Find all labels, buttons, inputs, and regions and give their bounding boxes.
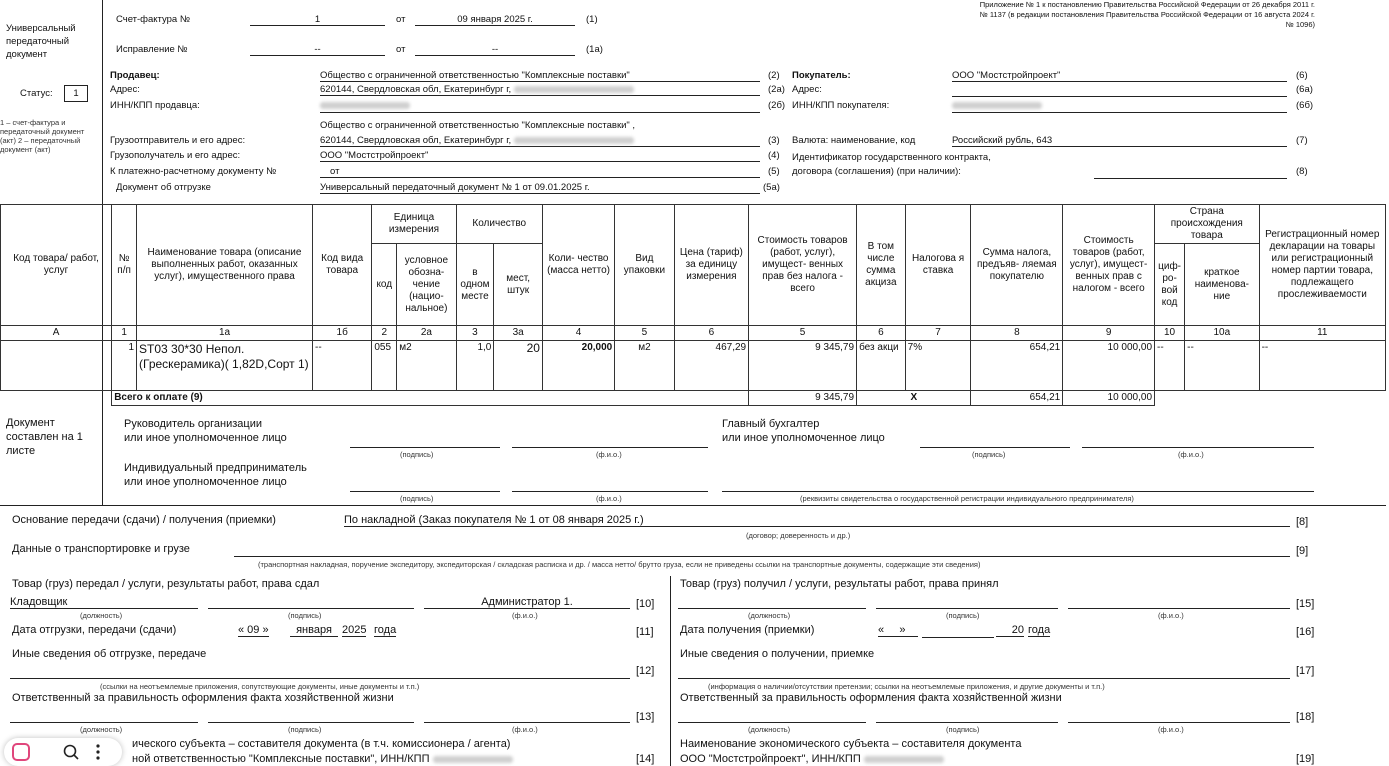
th-price: Цена (тариф) за единицу измерения	[674, 205, 748, 326]
line-b18: [18]	[1296, 711, 1315, 723]
gave-position: Кладовщик	[10, 596, 198, 609]
th-unit-name: условное обозна- чение (нацио- нальное)	[397, 244, 456, 326]
econ-left: ического субъекта – составителя документа (в т.ч. комиссионера / агента)	[132, 738, 511, 750]
invoice-date: 09 января 2025 г.	[415, 14, 575, 26]
fio-3: (ф.и.о.)	[1178, 450, 1204, 459]
doc-type: Универсальный передаточный документ	[6, 23, 76, 60]
th-country-short: краткое наименова- ние	[1185, 244, 1259, 326]
table-row: 1 ST03 30*30 Непол.(Грескерамика)( 1,82D,Сорт 1) -- 055 м2 1,0 20 20,000 м2 467,29 9 345,79 без акци 7% 654,21 10 000,00 -- -- --	[1, 341, 1386, 391]
column-number: 3	[456, 326, 494, 341]
app-icon[interactable]	[12, 743, 30, 761]
th-qty-places: мест, штук	[494, 244, 543, 326]
dolzh-3: (должность)	[748, 611, 791, 620]
buyer-name: ООО "Мостстройпроект"	[952, 70, 1287, 82]
status-note: 1 – счет-фактура и передаточный документ (акт) 2 – передаточный документ (акт)	[0, 118, 85, 154]
other-ship-label: Иные сведения об отгрузке, передаче	[12, 648, 207, 660]
th-country: Страна происхождения товара	[1155, 205, 1260, 244]
th-kind: Код вида товара	[312, 205, 371, 326]
recv-date-label: Дата получения (приемки)	[680, 624, 815, 636]
column-number: 10	[1155, 326, 1185, 341]
podpis-2: (подпись)	[400, 494, 434, 503]
correction-number: --	[250, 44, 385, 56]
doc-sheets: Документ составлен на 1 листе	[6, 417, 83, 457]
ship-doc: Универсальный передаточный документ № 1 от 09.01.2025 г.	[320, 182, 760, 194]
seller-address: 620144, Свердловская обл, Екатеринбург г,	[320, 84, 760, 96]
seller-inn-label: ИНН/КПП продавца:	[110, 100, 200, 111]
from-label-2: от	[396, 44, 406, 55]
th-total: Стоимость товаров (работ, услуг), имущест- венных прав с налогом - всего	[1063, 205, 1155, 326]
ship-goda: года	[374, 624, 397, 636]
column-numbers-row	[1, 326, 1386, 341]
column-number: 9	[1063, 326, 1155, 341]
line-b17: [17]	[1296, 665, 1315, 677]
column-number: 7	[905, 326, 971, 341]
line-8: (8)	[1296, 166, 1308, 177]
more-icon[interactable]	[94, 743, 102, 761]
line-b13: [13]	[636, 711, 655, 723]
seller-address-label: Адрес:	[110, 84, 140, 95]
line-6a: (6а)	[1296, 84, 1313, 95]
podpis-1: (подпись)	[400, 450, 434, 459]
th-qty: Количество	[456, 205, 542, 244]
buyer-label: Покупатель:	[792, 70, 851, 81]
invoice-number: 1	[250, 14, 385, 26]
line-b9: [9]	[1296, 545, 1309, 557]
gave-name: Администратор 1.	[424, 596, 630, 609]
line-4: (4)	[768, 150, 780, 161]
floating-toolbar[interactable]	[4, 738, 122, 766]
head-label-1: Руководитель организации	[124, 418, 263, 430]
th-unit: Единица измерения	[372, 205, 456, 244]
podpis-b4: (подпись)	[946, 725, 980, 734]
fio-2: (ф.и.о.)	[596, 494, 622, 503]
line-5: (5)	[768, 166, 780, 177]
total-row: Всего к оплате (9) 9 345,79 X 654,21 10 000,00	[1, 391, 1386, 406]
podpis-3: (подпись)	[972, 450, 1006, 459]
info-note: (информация о наличии/отсутствии претензии; ссылки на неотъемлемые приложения, и другие документы и т.п.)	[708, 682, 1105, 691]
currency: Российский рубль, 643	[952, 135, 1287, 147]
accountant-label-1: Главный бухгалтер	[722, 418, 820, 430]
correction-date: --	[415, 44, 575, 56]
dolzh-2: (должность)	[80, 725, 123, 734]
column-number: 2	[372, 326, 397, 341]
links-note: (ссылки на неотъемлемые приложения, сопутствующие документы, иные документы и т.п.)	[100, 682, 420, 691]
correction-label: Исправление №	[116, 44, 188, 55]
column-number: 1а	[137, 326, 313, 341]
status-label: Статус:	[20, 88, 53, 99]
ship-year: 2025	[342, 624, 367, 636]
line-b8: [8]	[1296, 516, 1309, 528]
line-b15: [15]	[1296, 598, 1315, 610]
recv-goda: года	[1028, 624, 1051, 636]
status-value: 1	[64, 85, 88, 102]
podpis-b2: (подпись)	[288, 725, 322, 734]
column-number: 3а	[494, 326, 543, 341]
th-code: Код товара/ работ, услуг	[1, 205, 112, 326]
ship-doc-label: Документ об отгрузке	[116, 182, 211, 193]
fio-b4: (ф.и.о.)	[1158, 725, 1184, 734]
column-number: 1б	[312, 326, 371, 341]
th-count: Коли- чество (масса нетто)	[542, 205, 614, 326]
line-1a: (1а)	[586, 44, 603, 55]
resp-label-left: Ответственный за правильность оформления факта хозяйственной жизни	[12, 692, 394, 704]
shipper-label: Грузоотправитель и его адрес:	[110, 135, 246, 146]
line-1: (1)	[586, 14, 598, 25]
dolzh-1: (должность)	[80, 611, 123, 620]
seller-name: Общество с ограниченной ответственностью "Комплексные поставки"	[320, 70, 760, 82]
payment-label: К платежно-расчетному документу №	[110, 166, 277, 177]
column-number: 8	[971, 326, 1063, 341]
buyer-inn	[952, 100, 1287, 113]
rekv-note: (реквизиты свидетельства о государственной регистрации индивидуального предпринимателя)	[800, 494, 1134, 503]
econ-left-2: ной ответственностью "Комплексные поставки", ИНН/КПП	[132, 753, 513, 765]
dolzh-4: (должность)	[748, 725, 791, 734]
th-name: Наименование товара (описание выполненных работ, оказанных услуг), имущественного права	[137, 205, 313, 326]
gov-label-1: Идентификатор государственного контракта,	[792, 152, 991, 163]
column-number: 11	[1259, 326, 1385, 341]
resp-label-right: Ответственный за правильность оформления факта хозяйственной жизни	[680, 692, 1062, 704]
buyer-address	[952, 84, 1287, 97]
column-number: 5	[749, 326, 857, 341]
seller-label: Продавец:	[110, 70, 160, 81]
line-b14: [14]	[636, 753, 655, 765]
th-no: № п/п	[112, 205, 137, 326]
column-number: 1	[112, 326, 137, 341]
column-number: 6	[674, 326, 748, 341]
line-2a: (2а)	[768, 84, 785, 95]
th-country-code: циф- ро- вой код	[1155, 244, 1185, 326]
fio-b3: (ф.и.о.)	[1158, 611, 1184, 620]
line-b10: [10]	[636, 598, 655, 610]
transport-label: Данные о транспортировке и грузе	[12, 543, 190, 555]
ship-day: « 09 »	[238, 624, 269, 636]
shipper-address: 620144, Свердловская обл, Екатеринбург г,	[320, 135, 760, 147]
line-7: (7)	[1296, 135, 1308, 146]
consignee-label: Грузополучатель и его адрес:	[110, 150, 241, 161]
column-number: 4	[542, 326, 614, 341]
transport-note: (транспортная накладная, поручение экспедитору, экспедиторская / складская расписка и др. / масса нетто/ брутто груза, если не приведены ссылки на транспортные документы, содержащие эти сведения)	[258, 560, 981, 569]
fio-b2: (ф.и.о.)	[512, 725, 538, 734]
ip-label-2: или иное уполномоченное лицо	[124, 476, 287, 488]
currency-label: Валюта: наименование, код	[792, 135, 916, 146]
line-3: (3)	[768, 135, 780, 146]
line-b19: [19]	[1296, 753, 1315, 765]
fio-1: (ф.и.о.)	[596, 450, 622, 459]
th-rate: Налогова я ставка	[905, 205, 971, 326]
ship-date-label: Дата отгрузки, передачи (сдачи)	[12, 624, 177, 636]
shipper-line-1: Общество с ограниченной ответственностью "Комплексные поставки" ,	[320, 120, 636, 131]
gave-label: Товар (груз) передал / услуги, результаты работ, права сдал	[12, 578, 320, 590]
line-6: (6)	[1296, 70, 1308, 81]
th-pack: Вид упаковки	[615, 205, 674, 326]
line-5a: (5а)	[763, 182, 780, 193]
basis: По накладной (Заказ покупателя № 1 от 08 января 2025 г.)	[344, 514, 1290, 527]
basis-note: (договор; доверенность и др.)	[746, 531, 851, 540]
ip-label-1: Индивидуальный предприниматель	[124, 462, 307, 474]
gov-label-2: договора (соглашения) (при наличии):	[792, 166, 961, 177]
other-recv-label: Иные сведения о получении, приемке	[680, 648, 875, 660]
recv-year: 20	[996, 624, 1024, 637]
podpis-b3: (подпись)	[946, 611, 980, 620]
payment-doc: от	[320, 166, 760, 178]
th-qty-one: в одном месте	[456, 244, 494, 326]
podpis-b1: (подпись)	[288, 611, 322, 620]
column-number: 5	[615, 326, 674, 341]
column-number: 10а	[1185, 326, 1259, 341]
line-2: (2)	[768, 70, 780, 81]
recv-label: Товар (груз) получил / услуги, результаты работ, права принял	[680, 578, 999, 590]
head-label-2: или иное уполномоченное лицо	[124, 432, 287, 444]
goods-table	[0, 204, 1386, 406]
line-b11: [11]	[636, 626, 654, 638]
ship-month: января	[290, 624, 338, 637]
th-cost: Стоимость товаров (работ, услуг), имущест- венных прав без налога - всего	[749, 205, 857, 326]
econ-right: Наименование экономического субъекта – составителя документа	[680, 738, 1022, 750]
column-number: 2а	[397, 326, 456, 341]
invoice-label: Счет-фактура №	[116, 14, 191, 25]
accountant-label-2: или иное уполномоченное лицо	[722, 432, 885, 444]
line-6b: (6б)	[1296, 100, 1314, 111]
line-b12: [12]	[636, 665, 655, 677]
th-excise: В том числе сумма акциза	[857, 205, 906, 326]
buyer-address-label: Адрес:	[792, 84, 822, 95]
buyer-inn-label: ИНН/КПП покупателя:	[792, 100, 890, 111]
consignee: ООО "Мостстройпроект"	[320, 150, 760, 162]
th-tax: Сумма налога, предъяв- ляемая покупателю	[971, 205, 1063, 326]
line-b16: [16]	[1296, 626, 1315, 638]
column-number: 6	[857, 326, 906, 341]
gov-id	[1094, 166, 1287, 179]
appendix-note: Приложение № 1 к постановлению Правительства Российской Федерации от 26 декабря 2011 г. № 1137 (в редакции постановления Правительства Российской Федерации от 16 августа 2024 г. № 1096)	[979, 0, 1315, 29]
econ-right-2: ООО "Мостстройпроект", ИНН/КПП	[680, 753, 944, 765]
from-label: от	[396, 14, 406, 25]
recv-day: « »	[878, 624, 918, 637]
basis-label: Основание передачи (сдачи) / получения (приемки)	[12, 514, 276, 526]
th-reg: Регистрационный номер декларации на товары или регистрационный номер партии товара, подлежащего прослеживаемости	[1259, 205, 1385, 326]
th-unit-code: код	[372, 244, 397, 326]
seller-inn	[320, 100, 760, 113]
search-icon[interactable]	[62, 743, 80, 761]
column-number: А	[1, 326, 112, 341]
fio-b1: (ф.и.о.)	[512, 611, 538, 620]
line-2b: (2б)	[768, 100, 786, 111]
